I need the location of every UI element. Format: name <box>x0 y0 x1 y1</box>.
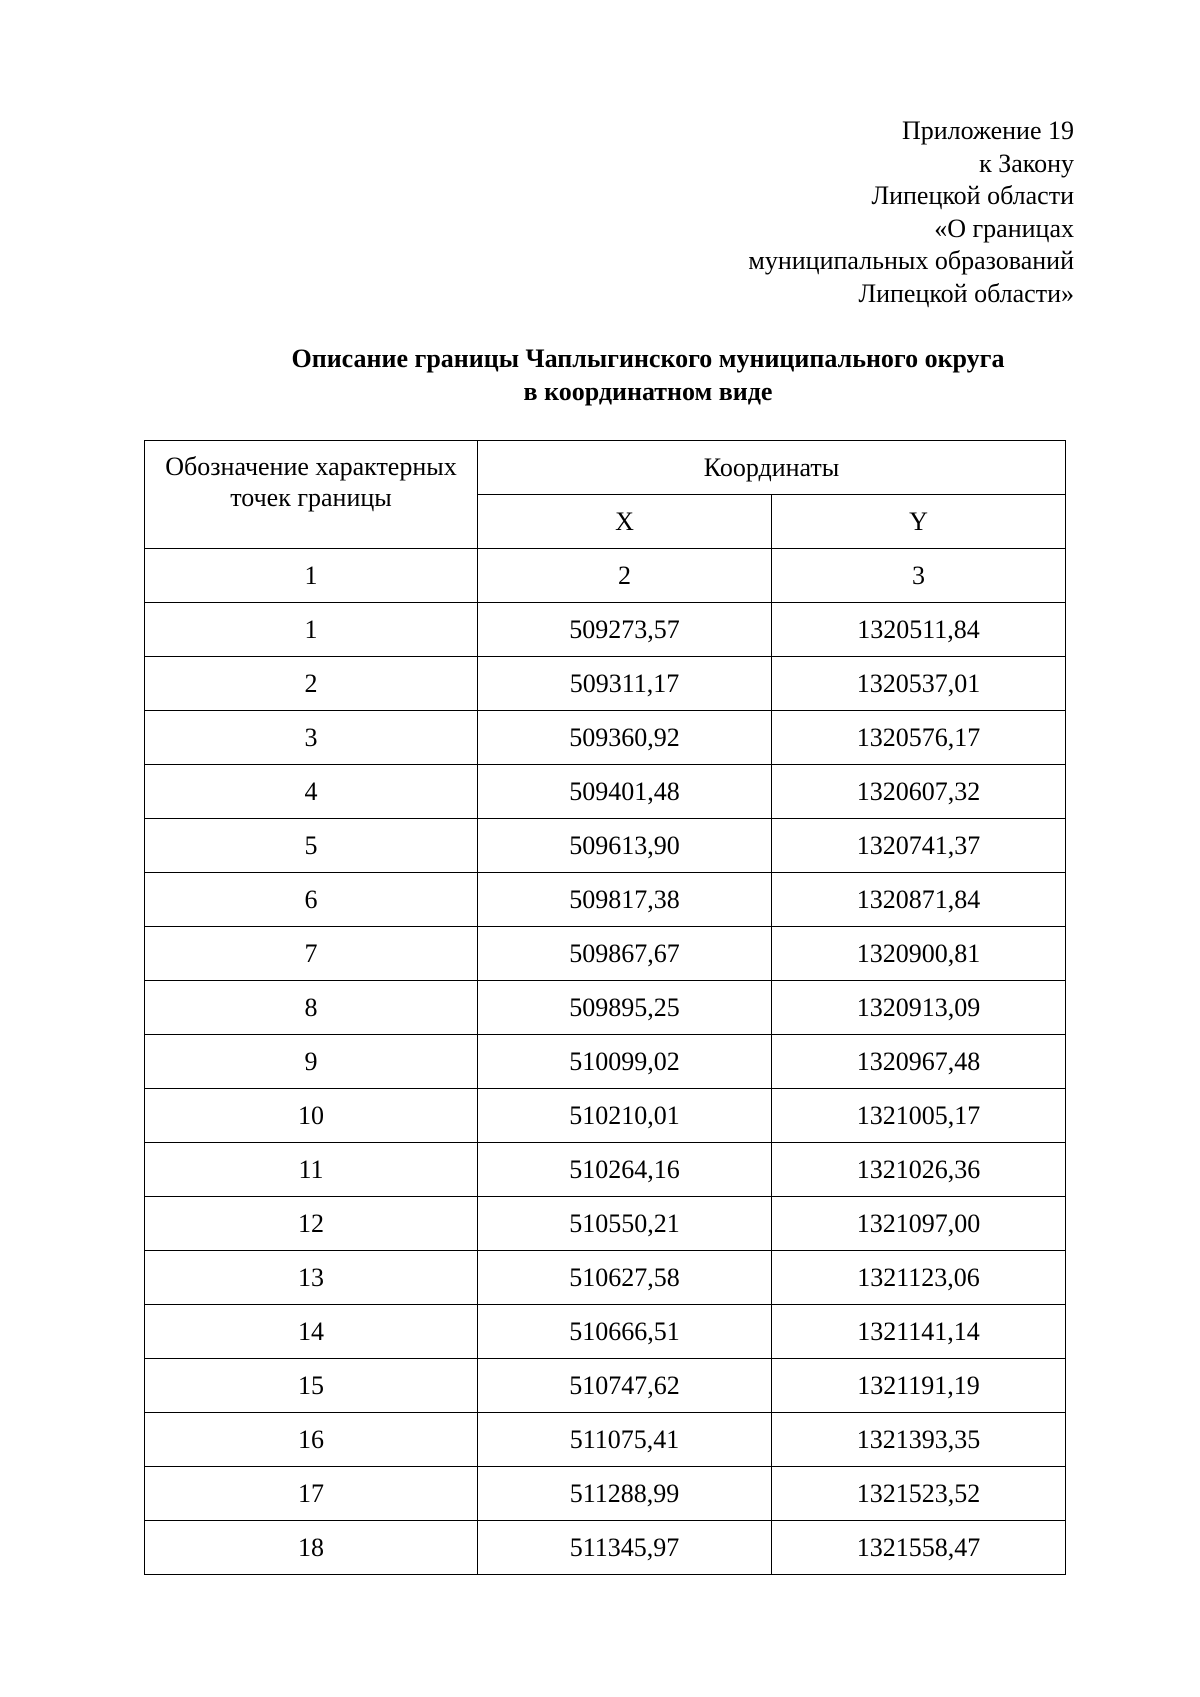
coordinates-table <box>144 440 1066 1575</box>
y-coordinate-cell: 1321191,19 <box>772 1359 1066 1413</box>
x-coordinate-cell: 510747,62 <box>478 1359 772 1413</box>
column-number-cell: 1 <box>145 549 478 603</box>
x-coordinate-cell: 509360,92 <box>478 711 772 765</box>
point-number-cell: 3 <box>145 711 478 765</box>
title-line-2: в координатном виде <box>523 377 773 406</box>
x-coordinate-cell: 510264,16 <box>478 1143 772 1197</box>
table-row <box>145 1305 1066 1359</box>
y-coordinate-cell: 1321523,52 <box>772 1467 1066 1521</box>
header-points: Обозначение характерных точек границы <box>145 441 478 549</box>
title-line-1: Описание границы Чаплыгинского муниципального округа <box>291 344 1005 373</box>
x-coordinate-cell: 509895,25 <box>478 981 772 1035</box>
point-number-cell: 7 <box>145 927 478 981</box>
point-number-cell: 10 <box>145 1089 478 1143</box>
point-number-cell: 4 <box>145 765 478 819</box>
table-row <box>145 603 1066 657</box>
table-row <box>145 765 1066 819</box>
column-number-cell: 2 <box>478 549 772 603</box>
table-row <box>145 819 1066 873</box>
y-coordinate-cell: 1321097,00 <box>772 1197 1066 1251</box>
coordinates-table-body <box>145 441 1066 1575</box>
x-coordinate-cell: 510550,21 <box>478 1197 772 1251</box>
y-coordinate-cell: 1320607,32 <box>772 765 1066 819</box>
y-coordinate-cell: 1320871,84 <box>772 873 1066 927</box>
x-coordinate-cell: 509867,67 <box>478 927 772 981</box>
y-coordinate-cell: 1320576,17 <box>772 711 1066 765</box>
annex-line: Липецкой области» <box>858 278 1074 308</box>
point-number-cell: 11 <box>145 1143 478 1197</box>
y-coordinate-cell: 1321141,14 <box>772 1305 1066 1359</box>
y-coordinate-cell: 1321005,17 <box>772 1089 1066 1143</box>
point-number-cell: 9 <box>145 1035 478 1089</box>
point-number-cell: 2 <box>145 657 478 711</box>
table-row <box>145 1089 1066 1143</box>
y-coordinate-cell: 1320511,84 <box>772 603 1066 657</box>
x-coordinate-cell: 511288,99 <box>478 1467 772 1521</box>
point-number-cell: 18 <box>145 1521 478 1575</box>
point-number-cell: 6 <box>145 873 478 927</box>
column-number-cell: 3 <box>772 549 1066 603</box>
x-coordinate-cell: 509311,17 <box>478 657 772 711</box>
table-row <box>145 927 1066 981</box>
table-row <box>145 1467 1066 1521</box>
x-coordinate-cell: 509401,48 <box>478 765 772 819</box>
x-coordinate-cell: 511345,97 <box>478 1521 772 1575</box>
annex-line: Приложение 19 <box>901 116 1074 145</box>
x-coordinate-cell: 509613,90 <box>478 819 772 873</box>
point-number-cell: 17 <box>145 1467 478 1521</box>
x-coordinate-cell: 511075,41 <box>478 1413 772 1467</box>
table-row <box>145 1413 1066 1467</box>
table-row <box>145 981 1066 1035</box>
table-row <box>145 657 1066 711</box>
point-number-cell: 5 <box>145 819 478 873</box>
annex-line: к Закону <box>979 148 1074 178</box>
table-row <box>145 1359 1066 1413</box>
annex-line: муниципальных образований <box>748 246 1074 275</box>
y-coordinate-cell: 1320900,81 <box>772 927 1066 981</box>
y-coordinate-cell: 1321393,35 <box>772 1413 1066 1467</box>
header-x: X <box>478 495 772 549</box>
document-title <box>0 342 1200 408</box>
table-row <box>145 873 1066 927</box>
y-coordinate-cell: 1321558,47 <box>772 1521 1066 1575</box>
header-coordinates: Координаты <box>478 441 1066 495</box>
y-coordinate-cell: 1320913,09 <box>772 981 1066 1035</box>
annex-line: «О границах <box>934 213 1074 243</box>
point-number-cell: 14 <box>145 1305 478 1359</box>
table-row <box>145 1251 1066 1305</box>
y-coordinate-cell: 1320741,37 <box>772 819 1066 873</box>
point-number-cell: 15 <box>145 1359 478 1413</box>
table-row <box>145 711 1066 765</box>
y-coordinate-cell: 1320967,48 <box>772 1035 1066 1089</box>
header-y: Y <box>772 495 1066 549</box>
table-row <box>145 1143 1066 1197</box>
x-coordinate-cell: 510099,02 <box>478 1035 772 1089</box>
table-row <box>145 1197 1066 1251</box>
x-coordinate-cell: 510627,58 <box>478 1251 772 1305</box>
column-number-row <box>145 549 1066 603</box>
point-number-cell: 13 <box>145 1251 478 1305</box>
x-coordinate-cell: 510210,01 <box>478 1089 772 1143</box>
x-coordinate-cell: 509273,57 <box>478 603 772 657</box>
annex-line: Липецкой области <box>871 181 1074 210</box>
point-number-cell: 1 <box>145 603 478 657</box>
table-row <box>145 1035 1066 1089</box>
annex-reference <box>748 115 1074 310</box>
x-coordinate-cell: 510666,51 <box>478 1305 772 1359</box>
point-number-cell: 16 <box>145 1413 478 1467</box>
x-coordinate-cell: 509817,38 <box>478 873 772 927</box>
table-row <box>145 1521 1066 1575</box>
y-coordinate-cell: 1321123,06 <box>772 1251 1066 1305</box>
point-number-cell: 12 <box>145 1197 478 1251</box>
table-header-row <box>145 441 1066 495</box>
point-number-cell: 8 <box>145 981 478 1035</box>
y-coordinate-cell: 1320537,01 <box>772 657 1066 711</box>
y-coordinate-cell: 1321026,36 <box>772 1143 1066 1197</box>
